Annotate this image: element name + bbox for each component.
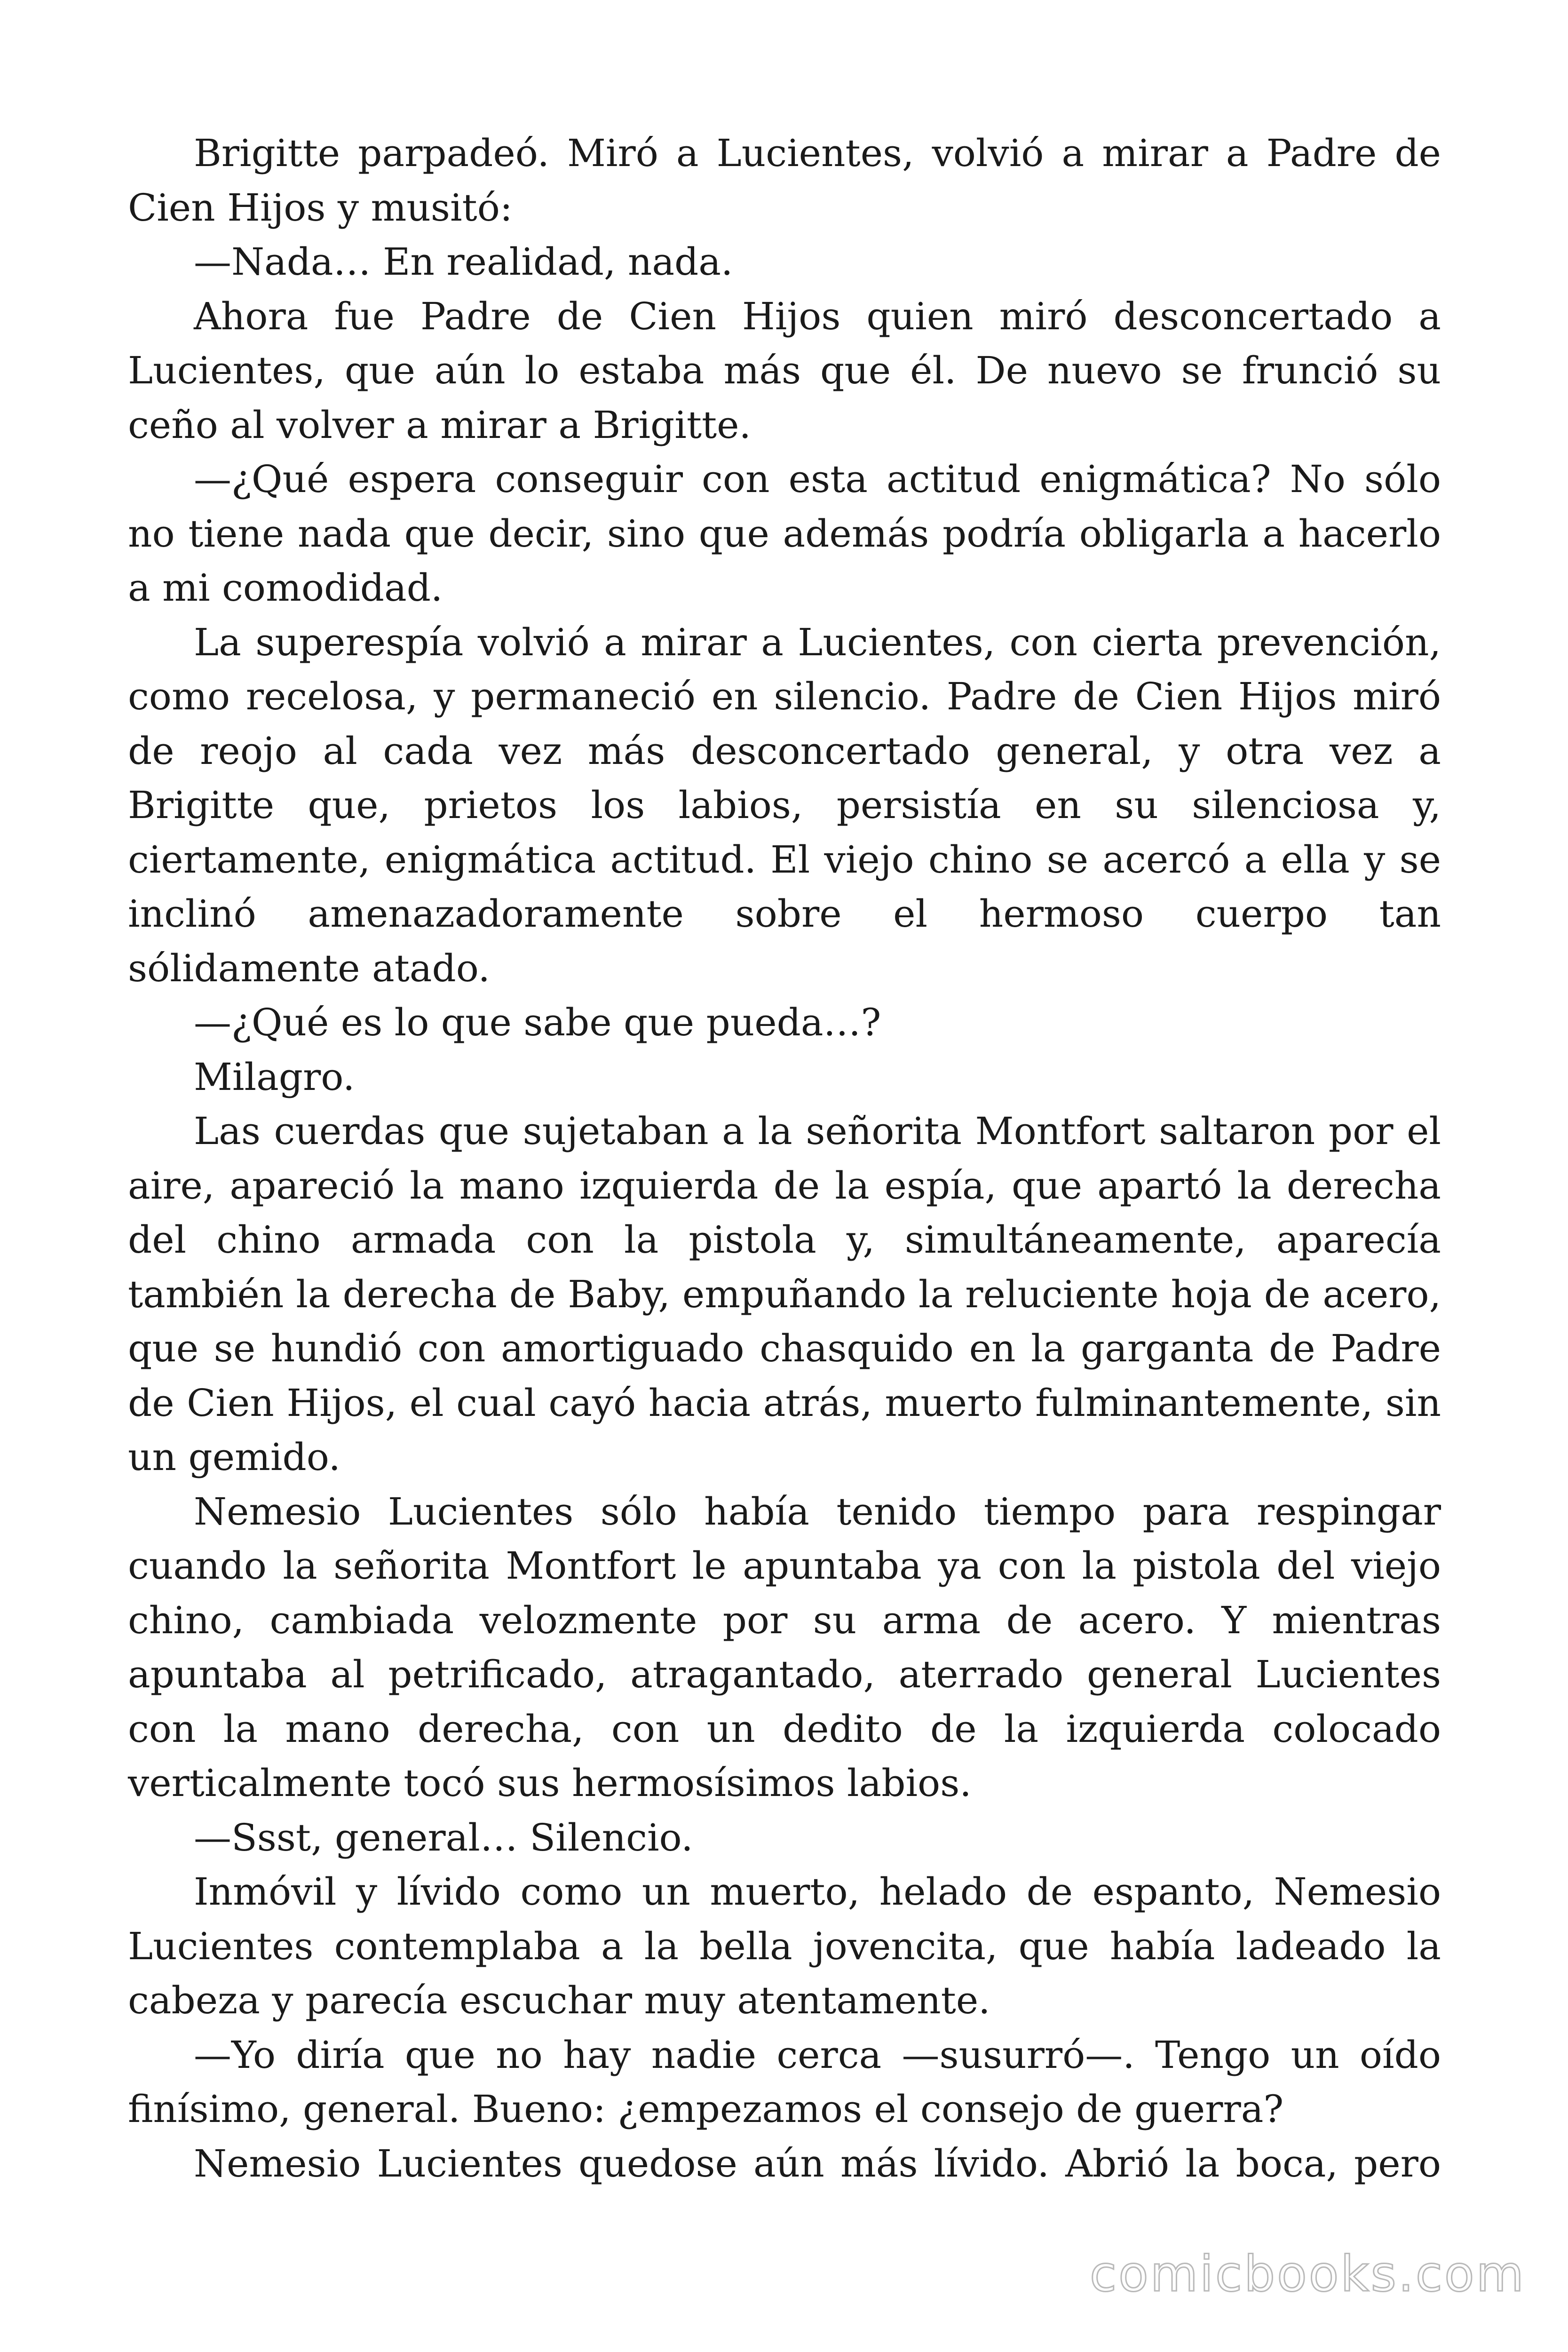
paragraph: Inmóvil y lívido como un muerto, helado de espanto, Nemesio Lucientes contemplaba a la bella jovencita, que había ladeado la cabeza y parecía escuchar muy atentamente. bbox=[128, 1870, 1441, 2022]
paragraph: —¿Qué espera conseguir con esta actitud enigmática? No sólo no tiene nada que decir, sino que además podría obligarla a hacerlo a mi comodidad. bbox=[128, 457, 1441, 610]
paragraph: Las cuerdas que sujetaban a la señorita Montfort saltaron por el aire, apareció la mano izquierda de la espía, que apartó la derecha del chino armada con la pistola y, simultáneamente, aparecía también la derecha de Baby, empuñando la reluciente hoja de acero, que se hundió con amortiguado chasquido en la garganta de Padre de Cien Hijos, el cual cayó hacia atrás, muerto fulminantemente, sin un gemido. bbox=[128, 1109, 1441, 1479]
paragraph-last: Nemesio Lucientes quedose aún más lívido. Abrió la boca, pero bbox=[194, 2141, 1441, 2185]
paragraph: Brigitte parpadeó. Miró a Lucientes, volvió a mirar a Padre de Cien Hijos y musitó: bbox=[128, 131, 1441, 230]
paragraph: Milagro. bbox=[194, 1055, 355, 1099]
paragraph: —Ssst, general… Silencio. bbox=[194, 1815, 693, 1859]
paragraph: La superespía volvió a mirar a Lucientes, con cierta prevención, como recelosa, y permaneció en silencio. Padre de Cien Hijos miró de reojo al cada vez más desconcertado general, y otra vez a Brigitte que, prietos los labios, persistía en su silenciosa y, ciertamente, enigmática actitud. El viejo chino se acercó a ella y se inclinó amenazadoramente sobre el hermoso cuerpo tan sólidamente atado. bbox=[128, 620, 1441, 990]
paragraph: —Yo diría que no hay nadie cerca —susurró—. Tengo un oído finísimo, general. Bueno: ¿empezamos el consejo de guerra? bbox=[128, 2033, 1441, 2131]
paragraph: Nemesio Lucientes sólo había tenido tiempo para respingar cuando la señorita Montfort le apuntaba ya con la pistola del viejo chino, cambiada velozmente por su arma de acero. Y mientras apuntaba al petrificado, atragantado, aterrado general Lucientes con la mano derecha, con un dedito de la izquierda colocado verticalmente tocó sus hermosísimos labios. bbox=[128, 1489, 1441, 1805]
paragraph: —Nada… En realidad, nada. bbox=[194, 240, 733, 284]
paragraph: —¿Qué es lo que sabe que pueda…? bbox=[194, 1001, 881, 1044]
watermark: comicbooks.com bbox=[1089, 2245, 1526, 2303]
page-body bbox=[128, 126, 1441, 2191]
paragraph: Ahora fue Padre de Cien Hijos quien miró desconcertado a Lucientes, que aún lo estaba más que él. De nuevo se frunció su ceño al volver a mirar a Brigitte. bbox=[128, 294, 1441, 447]
